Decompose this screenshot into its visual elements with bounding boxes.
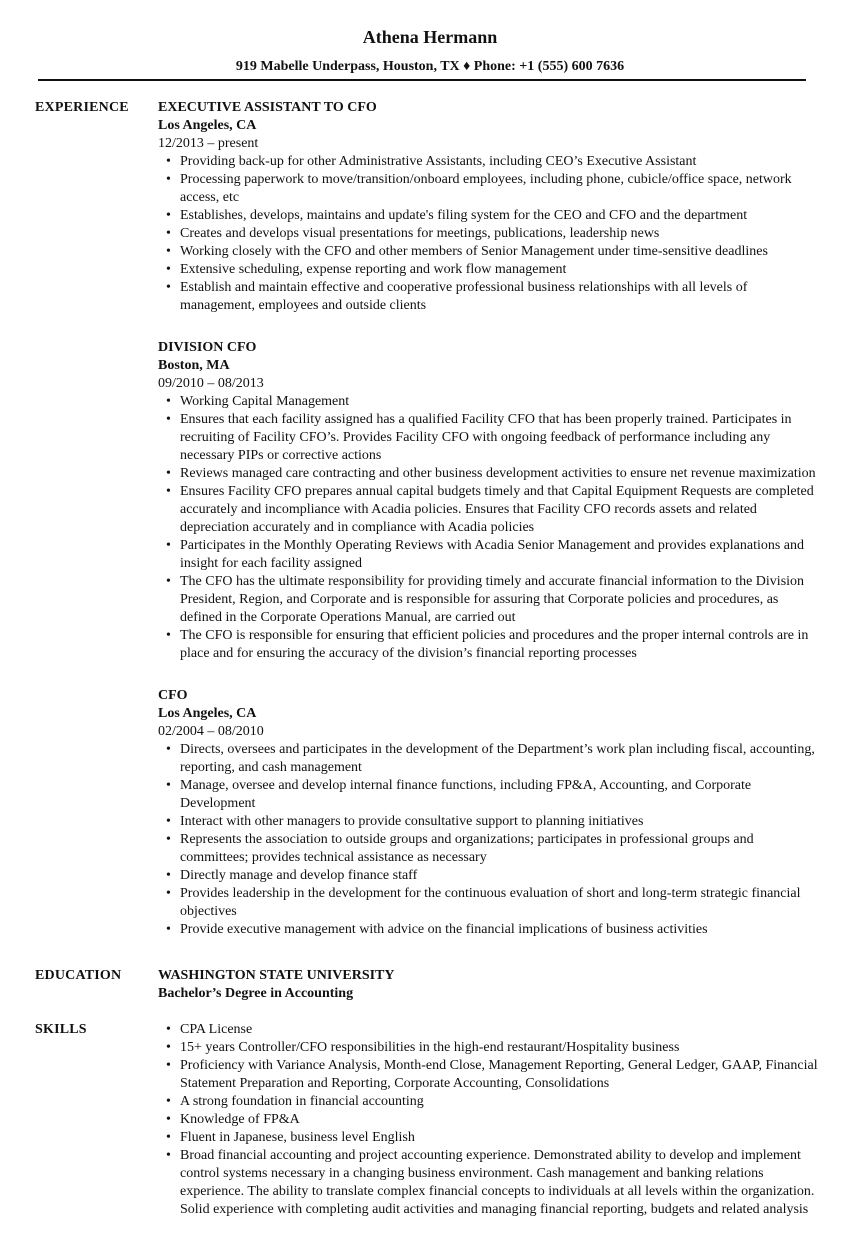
- section-title-experience: EXPERIENCE: [35, 100, 129, 115]
- education-section: [0, 967, 860, 1003]
- list-item: • CPA License: [180, 1021, 820, 1039]
- experience-section: [0, 99, 860, 939]
- job-title: DIVISION CFO: [158, 340, 257, 355]
- skills-list: [158, 1021, 820, 1219]
- header-divider: [38, 79, 806, 81]
- job-entry: [158, 339, 820, 663]
- job-dates: 09/2010 – 08/2013: [158, 376, 264, 391]
- list-item: • The CFO is responsible for ensuring that efficient policies and procedures and the proper internal controls are in place and for ensuring the accuracy of the division’s financial reporting processes: [180, 627, 820, 663]
- job-bullets: [158, 153, 820, 315]
- job-bullets: [158, 393, 820, 663]
- candidate-name: Athena Hermann: [362, 27, 498, 47]
- list-item: • A strong foundation in financial accounting: [180, 1093, 820, 1111]
- job-title: EXECUTIVE ASSISTANT TO CFO: [158, 100, 377, 115]
- section-title-skills: SKILLS: [35, 1022, 87, 1037]
- resume-header: [0, 0, 860, 76]
- list-item: • Ensures Facility CFO prepares annual capital budgets timely and that Capital Equipment Requests are completed accurately and incompliance with Acadia policies. Ensures that Facility CFO records assets and related depreciation accurately and in compliance with Acadia policies: [180, 483, 820, 537]
- list-item: • Working closely with the CFO and other members of Senior Management under time-sensitive deadlines: [180, 243, 820, 261]
- list-item: • Extensive scheduling, expense reporting and work flow management: [180, 261, 820, 279]
- section-title-education: EDUCATION: [35, 968, 122, 983]
- list-item: • Working Capital Management: [180, 393, 820, 411]
- list-item: • Fluent in Japanese, business level English: [180, 1129, 820, 1147]
- skills-section: [0, 1021, 860, 1219]
- list-item: • Establishes, develops, maintains and update's filing system for the CEO and CFO and the department: [180, 207, 820, 225]
- list-item: • Directly manage and develop finance staff: [180, 867, 820, 885]
- list-item: • Processing paperwork to move/transition/onboard employees, including phone, cubicle/office space, network access, etc: [180, 171, 820, 207]
- job-entry: [158, 99, 820, 315]
- list-item: • Directs, oversees and participates in the development of the Department’s work plan including fiscal, accounting, reporting, and cash management: [180, 741, 820, 777]
- job-location: Boston, MA: [158, 358, 230, 373]
- list-item: • Establish and maintain effective and cooperative professional business relationships with all levels of management, employees and outside clients: [180, 279, 820, 315]
- list-item: • Reviews managed care contracting and other business development activities to ensure net revenue maximization: [180, 465, 820, 483]
- list-item: • Creates and develops visual presentations for meetings, publications, leadership news: [180, 225, 820, 243]
- list-item: • Provide executive management with advice on the financial implications of business activities: [180, 921, 820, 939]
- job-entry: [158, 687, 820, 939]
- job-title: CFO: [158, 688, 188, 703]
- list-item: • Provides leadership in the development for the continuous evaluation of short and long-term strategic financial objectives: [180, 885, 820, 921]
- degree: Bachelor’s Degree in Accounting: [158, 986, 354, 1001]
- list-item: • Proficiency with Variance Analysis, Month-end Close, Management Reporting, General Ledger, GAAP, Financial Statement Preparation and Reporting, Corporate Accounting, Consolidations: [180, 1057, 820, 1093]
- list-item: • The CFO has the ultimate responsibility for providing timely and accurate financial information to the Division President, Region, and Corporate and is responsible for assuring that Corporate policies and procedures, as defined in the Corporate Operations Manual, are carried out: [180, 573, 820, 627]
- job-location: Los Angeles, CA: [158, 118, 257, 133]
- job-dates: 12/2013 – present: [158, 136, 259, 151]
- list-item: • Providing back-up for other Administrative Assistants, including CEO’s Executive Assistant: [180, 153, 820, 171]
- list-item: • 15+ years Controller/CFO responsibilities in the high-end restaurant/Hospitality business: [180, 1039, 820, 1057]
- list-item: • Manage, oversee and develop internal finance functions, including FP&A, Accounting, and Corporate Development: [180, 777, 820, 813]
- job-dates: 02/2004 – 08/2010: [158, 724, 264, 739]
- contact-line: 919 Mabelle Underpass, Houston, TX ♦ Phone: +1 (555) 600 7636: [235, 59, 625, 74]
- list-item: • Interact with other managers to provide consultative support to planning initiatives: [180, 813, 820, 831]
- list-item: • Represents the association to outside groups and organizations; participates in professional groups and committees; provides technical assistance as necessary: [180, 831, 820, 867]
- list-item: • Broad financial accounting and project accounting experience. Demonstrated ability to develop and implement control systems necessary in a changing business environment. Cash management and banking relations experience. The ability to translate complex financial concepts to individuals at all levels within the organization. Solid experience with completing audit activities and managing financial reporting, budgets and related analysis: [180, 1147, 820, 1219]
- list-item: • Ensures that each facility assigned has a qualified Facility CFO that has been properly trained. Participates in recruiting of Facility CFO’s. Provides Facility CFO with ongoing feedback of performance including any necessary PIPs or corrective actions: [180, 411, 820, 465]
- school-name: WASHINGTON STATE UNIVERSITY: [158, 968, 395, 983]
- job-bullets: [158, 741, 820, 939]
- job-location: Los Angeles, CA: [158, 706, 257, 721]
- list-item: • Knowledge of FP&A: [180, 1111, 820, 1129]
- list-item: • Participates in the Monthly Operating Reviews with Acadia Senior Management and provides explanations and insight for each facility assigned: [180, 537, 820, 573]
